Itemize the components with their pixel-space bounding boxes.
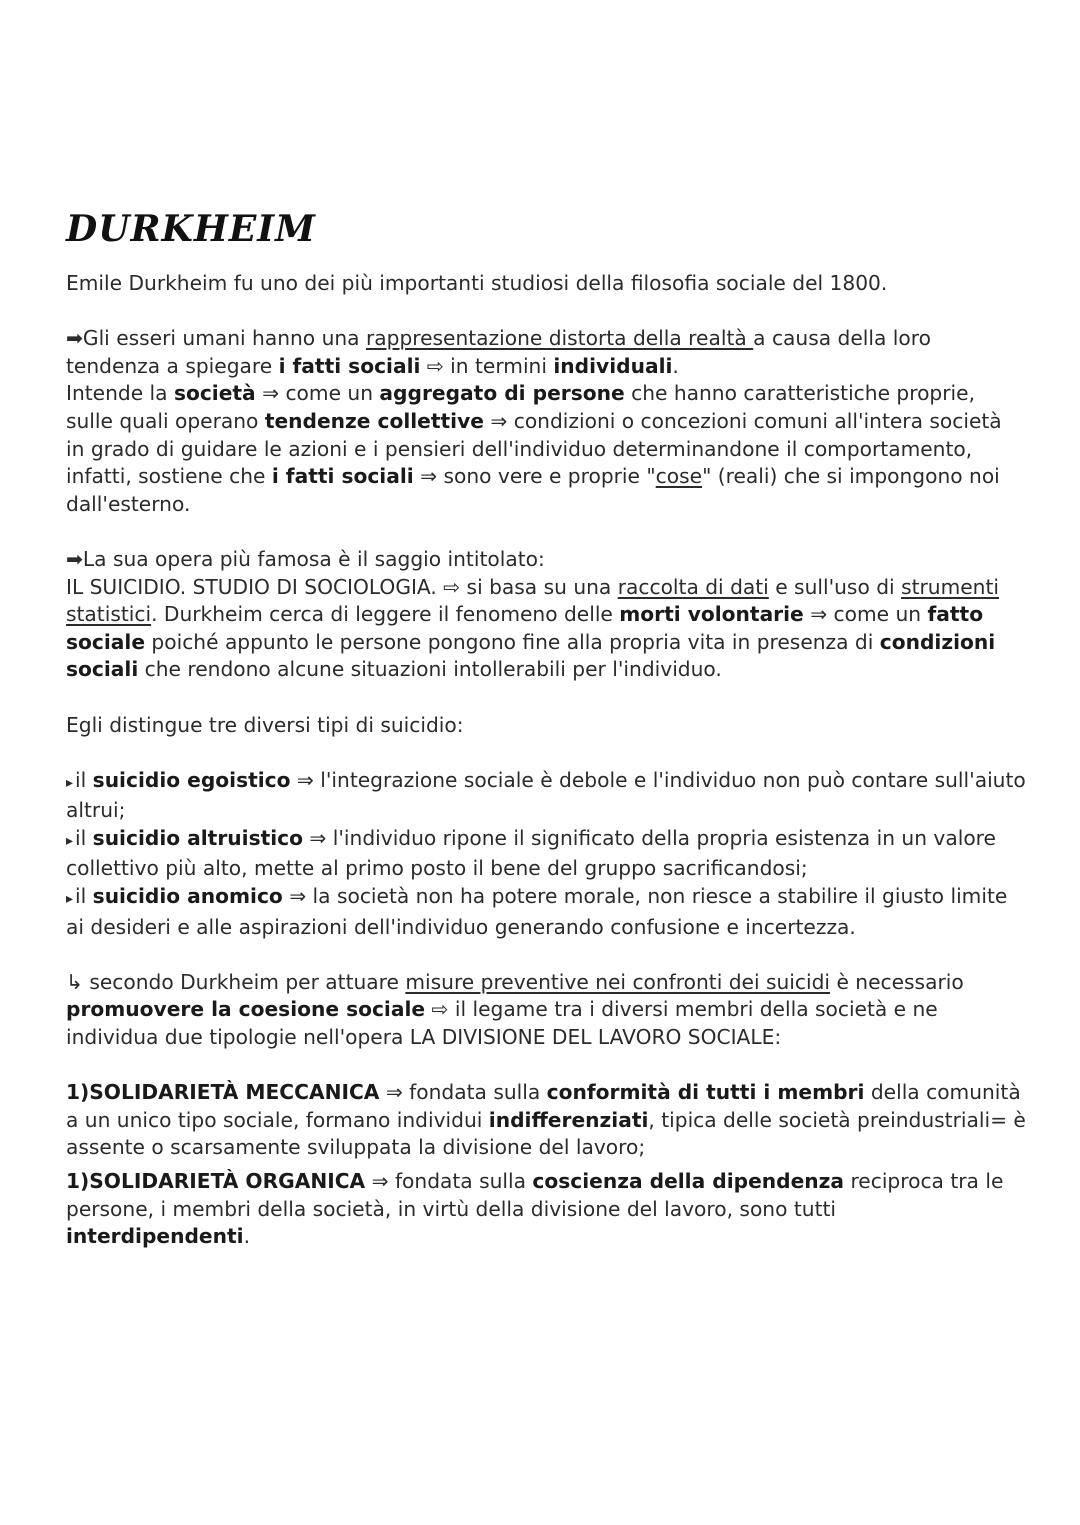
bold-term: aggregato di persone bbox=[379, 381, 625, 406]
bold-term: coscienza della dipendenza bbox=[532, 1169, 845, 1193]
bold-term: condizioni sociali bbox=[66, 629, 996, 682]
implies-arrow-icon: ⇒ bbox=[810, 602, 828, 627]
intro-paragraph: Emile Durkheim fu uno dei più importanti studiosi della filosofia sociale del 1800. bbox=[66, 271, 888, 295]
underlined-phrase: misure preventive nei confronti dei suicidi bbox=[405, 969, 831, 994]
bold-term: 1)SOLIDARIETÀ MECCANICA bbox=[66, 1080, 380, 1105]
implies-arrow-icon: ⇒ bbox=[420, 464, 438, 489]
bold-term: suicidio anomico bbox=[92, 884, 283, 909]
implies-arrow-icon: ⇒ bbox=[262, 381, 280, 406]
arrow-bullet-icon: ➡ bbox=[66, 546, 83, 571]
bold-term: promuovere la coesione sociale bbox=[66, 997, 426, 1022]
bold-term: morti volontarie bbox=[619, 602, 804, 627]
list-item: ▸il suicidio anomico ⇒ la società non ha potere morale, non riesce a stabilire il giusto limite ai desideri e alle aspirazioni dell'individuo generando confusione e incertezza. bbox=[66, 884, 1008, 939]
page-title: DURKHEIM bbox=[66, 208, 316, 250]
underlined-phrase: rappresentazione distorta della realtà bbox=[365, 326, 754, 351]
implies-arrow-icon: ⇒ bbox=[309, 825, 327, 850]
bold-term: fatto sociale bbox=[66, 602, 984, 654]
bold-term: i fatti sociali bbox=[271, 464, 414, 489]
implies-arrow-icon: ⇒ bbox=[490, 408, 508, 433]
bold-term: conformità di tutti i membri bbox=[546, 1080, 865, 1105]
list-item: ▸il suicidio egoistico ⇒ l'integrazione sociale è debole e l'individuo non può contare sull'aiuto altrui; bbox=[66, 767, 1026, 823]
bold-term: i fatti sociali bbox=[278, 353, 421, 378]
bold-term: interdipendenti bbox=[66, 1224, 244, 1249]
return-arrow-icon: ↳ bbox=[66, 969, 83, 994]
underlined-phrase: strumenti statistici bbox=[66, 574, 999, 627]
types-intro: Egli distingue tre diversi tipi di suicidio: bbox=[66, 712, 464, 737]
work-title: LA DIVISIONE DEL LAVORO SOCIALE bbox=[409, 1025, 775, 1050]
bold-term: suicidio egoistico bbox=[92, 767, 291, 792]
bold-term: tendenze collettive bbox=[264, 408, 484, 433]
hollow-arrow-icon: ⇨ bbox=[426, 353, 444, 378]
bold-term: indifferenziati bbox=[488, 1107, 649, 1132]
triangle-bullet-icon: ▸ bbox=[66, 774, 74, 791]
arrow-bullet-icon: ➡ bbox=[66, 326, 83, 351]
hollow-arrow-icon: ⇨ bbox=[443, 574, 461, 599]
mechanical-solidarity: 1)SOLIDARIETÀ MECCANICA ⇒ fondata sulla conformità di tutti i membri della comunità a un unico tipo sociale, formano individui indifferenziati, tipica delle società preindustriali= è assente o scarsamente sviluppata la divisione del lavoro; bbox=[66, 1080, 1026, 1160]
prevention-paragraph: ↳ secondo Durkheim per attuare misure preventive nei confronti dei suicidi è necessario promuovere la coesione sociale ⇨ il legame tra i diversi membri della società e ne individua due tipologie nell'opera LA DIVISIONE DEL LAVORO SOCIALE: bbox=[66, 969, 964, 1050]
bold-term: suicidio altruistico bbox=[92, 825, 303, 850]
underlined-phrase: raccolta di dati bbox=[617, 574, 769, 599]
social-facts-paragraph: ➡Gli esseri umani hanno una rappresentazione distorta della realtà a causa della loro tendenza a spiegare i fatti sociali ⇨ in termini individuali. Intende la società ⇒ come un aggregato di persone che hanno caratteristiche proprie, sulle quali operano tendenze collettive ⇒ condizioni o concezioni comuni all'intera società in grado di guidare le azioni e i pensieri dell'individuo determinandone il comportamento, infatti, sostiene che i fatti sociali ⇒ sono vere e proprie "cose" (reali) che si impongono noi dall'esterno. bbox=[66, 326, 1002, 516]
work-title: IL SUICIDIO. STUDIO DI SOCIOLOGIA. bbox=[66, 574, 437, 599]
document-body bbox=[66, 270, 1026, 1251]
triangle-bullet-icon: ▸ bbox=[66, 891, 74, 908]
implies-arrow-icon: ⇒ bbox=[289, 884, 307, 909]
hollow-arrow-icon: ⇨ bbox=[431, 997, 449, 1022]
organic-solidarity: 1)SOLIDARIETÀ ORGANICA ⇒ fondata sulla coscienza della dipendenza reciproca tra le persone, i membri della società, in virtù della divisione del lavoro, sono tutti interdipendenti. bbox=[66, 1169, 1004, 1249]
underlined-phrase: cose bbox=[655, 464, 703, 489]
bold-term: società bbox=[173, 381, 256, 406]
implies-arrow-icon: ⇒ bbox=[296, 767, 314, 792]
bold-term: individuali bbox=[553, 353, 673, 378]
triangle-bullet-icon: ▸ bbox=[66, 832, 74, 849]
bold-term: 1)SOLIDARIETÀ ORGANICA bbox=[66, 1169, 366, 1193]
main-work-paragraph: ➡La sua opera più famosa è il saggio intitolato: IL SUICIDIO. STUDIO DI SOCIOLOGIA. ⇨ si basa su una raccolta di dati e sull'uso di strumenti statistici. Durkheim cerca di leggere il fenomeno delle morti volontarie ⇒ come un fatto sociale poiché appunto le persone pongono fine alla propria vita in presenza di condizioni sociali che rendono alcune situazioni intollerabili per l'individuo. bbox=[66, 546, 999, 682]
implies-arrow-icon: ⇒ bbox=[385, 1080, 403, 1105]
list-item: ▸il suicidio altruistico ⇒ l'individuo ripone il significato della propria esistenza in un valore collettivo più alto, mette al primo posto il bene del gruppo sacrificandosi; bbox=[66, 825, 996, 881]
implies-arrow-icon: ⇒ bbox=[371, 1169, 389, 1193]
